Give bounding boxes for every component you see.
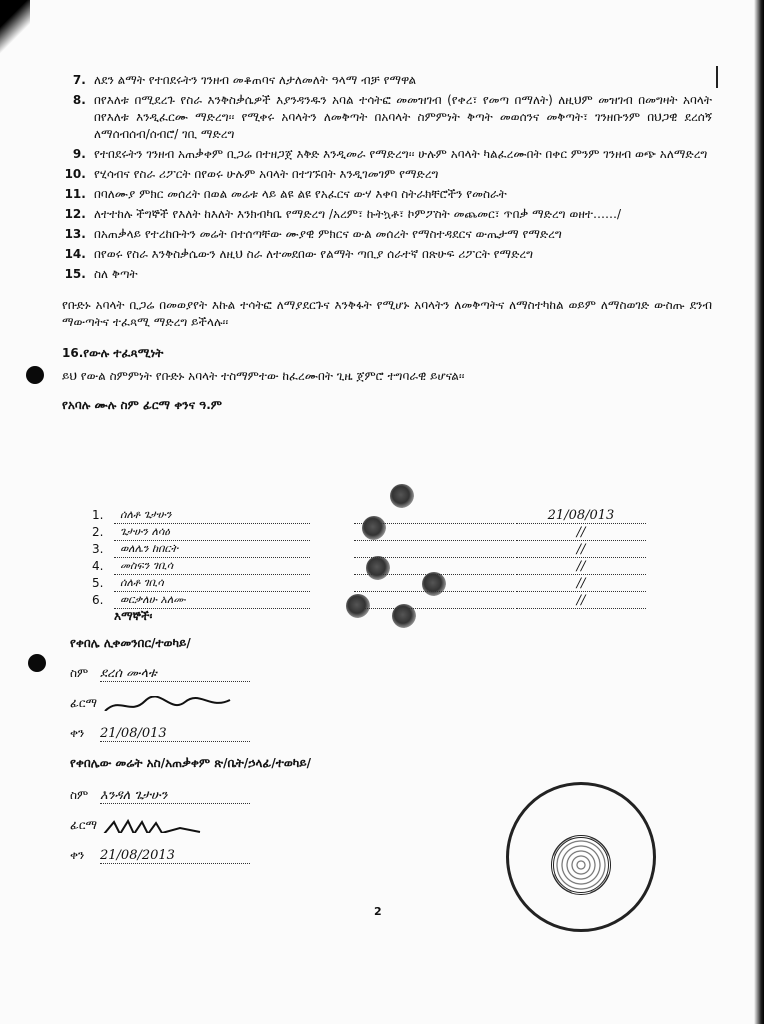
list-item: 7. ለደን ልማት የተበደሩትን ገንዘብ መቆጠባና ለታለመለት ዓላማ ብቻ የማዋል <box>90 72 712 89</box>
section-16-title: 16.የውሉ ተፈጻሚነት <box>62 346 164 360</box>
thumbprint <box>362 516 386 540</box>
member-row: 6. ወርቃለሁ አለሙ // <box>92 593 652 609</box>
list-item: 8. በየእለቱ በሚደረጉ የስራ እንቅስቃሴዎች እያንዳንዱን አባል ተሳትፎ መመዝገብ (የቀረ፣ የመጣ በማለት) ለዚህም መዝገብ በመግዛት አባላት በየእለቱ እንዲፈርሙ ማድረግ፡፡ የሚቀሩ አባላትን ለመቅጣት በአባላት ስምምነት ቅጣት መወሰንና መቅጣት፣ ገንዘቡንም በህጋዊ ደረሰኝ ለማሰብሰብ/ሰብሮ/ ገቢ ማድረግ <box>90 92 712 143</box>
thumbprint <box>366 556 390 580</box>
punch-hole <box>26 366 44 384</box>
list-item: 10. የሂሳብና የስራ ሪፖርት በየወሩ ሁሉም አባላት በተገኙበት እንዲገመገም የማድረግ <box>90 166 712 183</box>
kebele-chair-name: ደረሰ ሙላቱ <box>100 666 250 682</box>
land-office-signature-field: ፊርማ <box>70 818 270 836</box>
document-body <box>62 72 712 414</box>
member-name: ሰለቶ ገቢሳ <box>114 576 310 592</box>
responsibility-list <box>62 72 712 283</box>
member-date: // <box>516 542 646 558</box>
members-heading: የአባሉ ሙሉ ስም ፊርማ ቀንና ዓ.ም <box>62 398 222 412</box>
kebele-chair-title: የቀበሌ ሊቀመንበር/ተወካይ/ <box>70 636 191 650</box>
member-name: ወርቃለሁ አለሙ <box>114 593 310 609</box>
member-date: // <box>516 593 646 609</box>
thumbprint <box>390 484 414 508</box>
penalty-paragraph: የቡድኑ አባላት ቢጋሬ በመወያየት እኩል ተሳትፎ ለማያደርጉና እንቅፋት የሚሆኑ አባላትን ለመቅጣትና ለማስተካከል ወይም ለማስወገድ ውስጡ ደንብ ማውጣትና ተፈጻሚ ማድረግ ይችላሉ፡፡ <box>62 298 712 329</box>
member-row: 3. ወለሌን ከበርት // <box>92 542 652 558</box>
kebele-chair-block <box>70 636 191 741</box>
member-row: 4. መስፍን ገቢሳ // <box>92 559 652 575</box>
land-office-block <box>70 756 312 863</box>
kebele-chair-date: 21/08/013 <box>100 726 250 742</box>
kebele-chair-signature-field: ፊርማ <box>70 696 270 714</box>
member-row: 2. ጌታሁን ለሳዕ // <box>92 525 652 541</box>
member-date: // <box>516 559 646 575</box>
member-name: ወለሌን ከበርት <box>114 542 310 558</box>
land-office-title: የቀበሌው መሬት አስ/አጠቃቀም ጽ/ቤት/ኃላፊ/ተወካይ/ <box>70 756 312 770</box>
member-name: መስፍን ገቢሳ <box>114 559 310 575</box>
thumbprint <box>392 604 416 628</box>
member-row: 1. ሰለቶ ጌታሁን 21/08/013 <box>92 508 652 524</box>
page-number: 2 <box>374 905 382 918</box>
land-office-date: 21/08/2013 <box>100 848 250 864</box>
punch-hole <box>28 654 46 672</box>
member-date: 21/08/013 <box>516 508 646 524</box>
land-office-name-field: ስም እንዳለ ጌታሁን <box>70 788 270 806</box>
signature-scribble <box>100 818 250 833</box>
thumbprint <box>346 594 370 618</box>
witnesses-label: እማኞች፡ <box>114 609 153 623</box>
margin-mark <box>716 66 718 88</box>
land-office-date-field: ቀን 21/08/2013 <box>70 848 270 866</box>
list-item: 11. በባለሙያ ምክር መሰረት በወል መሬቱ ላይ ልዩ ልዩ የአፈርና ውሃ እቀባ ስትራክቸሮችን የመስራት <box>90 186 712 203</box>
member-name: ሰለቶ ጌታሁን <box>114 508 310 524</box>
section-16-text: ይህ የውል ስምምነት የቡድኑ አባላት ተስማምተው ከፈረሙበት ጊዜ ጀምሮ ተግባራዊ ይሆናል፡፡ <box>62 369 465 383</box>
thumbprint <box>422 572 446 596</box>
scan-edge-shadow <box>754 0 764 1024</box>
list-item: 14. በየወሩ የስራ እንቅስቃሴውን ለዚህ ስራ ለተመደበው የልማት ጣቢያ ሰራተኛ በጽሁፍ ሪፖርት የማድረግ <box>90 246 712 263</box>
list-item: 13. በአጠቃላይ የተረከቡትን መሬት በተሰጣቸው ሙያዊ ምክርና ውል መሰረት የማስተዳደርና ውጤታማ የማድረግ <box>90 226 712 243</box>
list-item: 12. ለተተከሉ ችግኞች የእለት ከእለት እንክብካቤ የማድረግ /አረም፣ ኩትኳቶ፣ ኮምፖስት መጨመር፣ ጥበቃ ማድረግ ወዘተ……/ <box>90 206 712 223</box>
scan-corner-shadow <box>0 0 30 60</box>
list-item: 15. ስለ ቅጣት <box>90 266 712 283</box>
member-row: 5. ሰለቶ ገቢሳ // <box>92 576 652 592</box>
member-date: // <box>516 576 646 592</box>
official-seal <box>506 782 656 932</box>
member-date: // <box>516 525 646 541</box>
member-name: ጌታሁን ለሳዕ <box>114 525 310 541</box>
seal-emblem <box>551 835 611 895</box>
signature-scribble <box>100 696 250 711</box>
kebele-chair-name-field: ስም ደረሰ ሙላቱ <box>70 666 270 684</box>
list-item: 9. የተበደሩትን ገንዘብ አጠቃቀም ቢጋሬ በተዘጋጀ እቅድ እንዲመራ የማድረግ፡፡ ሁሉም አባላት ካልፈረሙበት በቀር ምንም ገንዘብ ወጭ አለማድረግ <box>90 146 712 163</box>
kebele-chair-date-field: ቀን 21/08/013 <box>70 726 270 744</box>
land-office-name: እንዳለ ጌታሁን <box>100 788 250 804</box>
